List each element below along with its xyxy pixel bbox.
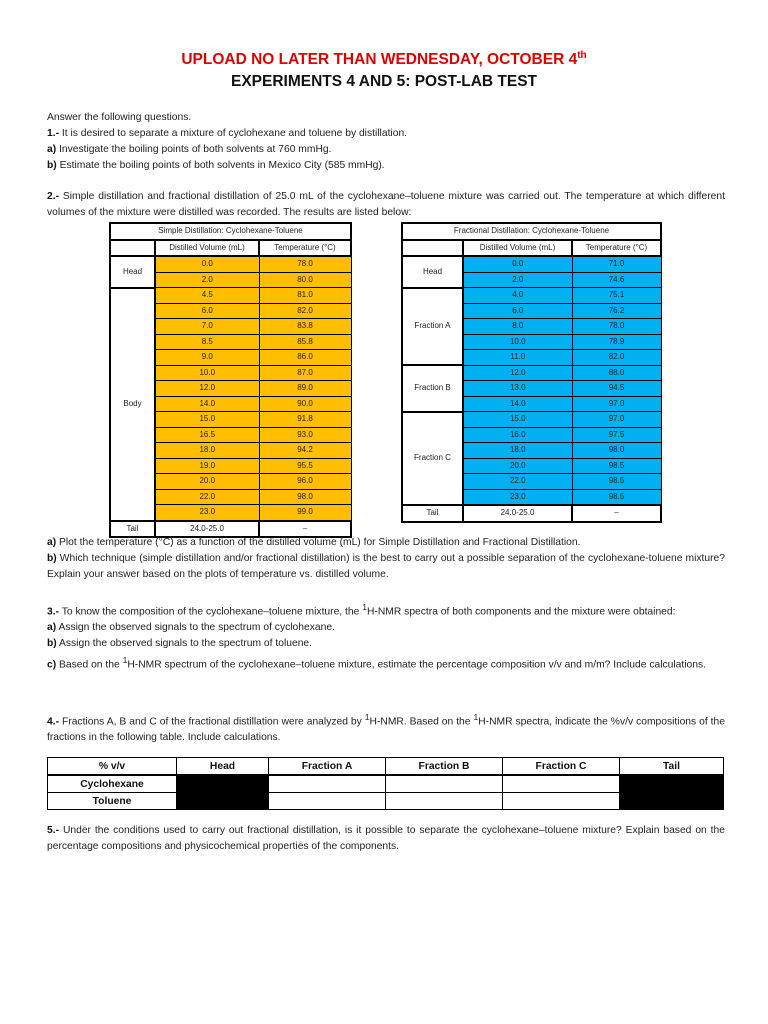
temperature-cell: 97.0 (572, 412, 661, 428)
temperature-cell: 95.5 (259, 458, 351, 474)
temperature-cell: 98.0 (572, 443, 661, 459)
temperature-cell: 99.0 (259, 505, 351, 521)
volume-cell: 2.0 (463, 272, 572, 288)
superscript: 1 (122, 655, 128, 666)
temperature-cell: 71.0 (572, 256, 661, 272)
volume-cell: 24.0-25.0 (155, 521, 259, 538)
temperature-cell: 82.0 (259, 303, 351, 319)
volume-cell: 14.0 (155, 396, 259, 412)
temperature-cell: 76.2 (572, 303, 661, 319)
volume-cell: 18.0 (463, 443, 572, 459)
question-text: H-NMR. Based on the (369, 716, 474, 728)
item-text: Based on the (56, 659, 123, 671)
header-cell: Fraction B (386, 758, 503, 776)
table-title-row (110, 223, 351, 240)
row-label: Toluene (48, 793, 177, 810)
volume-cell: 20.0 (155, 474, 259, 490)
question-1b (47, 158, 725, 174)
header-cell: Head (177, 758, 269, 776)
question-text: It is desired to separate a mixture of cyclohexane and toluene by distillation. (59, 128, 408, 139)
temperature-cell: 78.0 (572, 319, 661, 335)
header-cell: % v/v (48, 758, 177, 776)
volume-cell: 6.0 (155, 303, 259, 319)
table-row (402, 288, 661, 304)
question-2a (47, 535, 725, 551)
temperature-cell: 74.6 (572, 272, 661, 288)
page-title: EXPERIMENTS 4 AND 5: POST-LAB TEST (230, 73, 538, 90)
temperature-cell: 89.0 (259, 381, 351, 397)
question-number: 2.- (47, 191, 60, 202)
question-2-items (47, 535, 725, 583)
answer-cell[interactable] (503, 793, 620, 810)
table-row (402, 412, 661, 428)
question-text: Simple distillation and fractional distillation of 25.0 mL of the cyclohexane–toluene mixture was carried out. The temperature at which different volumes of the mixture were distilled was recorded. The results are listed below: (47, 191, 725, 218)
temperature-cell: 78.0 (259, 256, 351, 272)
item-label: b) (47, 553, 57, 564)
volume-cell: 15.0 (155, 412, 259, 428)
table-row (402, 256, 661, 272)
blocked-cell (620, 775, 724, 810)
item-text: H-NMR spectrum of the cyclohexane–toluene mixture, estimate the percentage composition v/v and m/m? Include calculations. (127, 659, 706, 671)
question-text: H-NMR spectra, indicate the %v/v compositions of the fractions in the following table. Include calculations. (47, 716, 725, 744)
volume-cell: 4.0 (463, 288, 572, 304)
group-label: Fraction B (402, 365, 463, 412)
superscript: 1 (362, 602, 367, 612)
column-header-volume: Distilled Volume (mL) (155, 240, 259, 257)
item-text: Which technique (simple distillation and/or fractional distillation) is the best to carry out a possible separation of the cyclohexane-toluene mixture? Explain your answer based on the plots of temperature vs. distilled volume. (47, 553, 725, 580)
answer-cell[interactable] (386, 775, 503, 793)
item-label: a) (47, 537, 57, 548)
question-number: 4.- (47, 716, 60, 728)
column-header-temperature: Temperature (°C) (572, 240, 661, 257)
header-cell: Fraction A (269, 758, 386, 776)
temperature-cell: 94.5 (572, 381, 661, 397)
item-text: Assign the observed signals to the spectrum of toluene. (56, 638, 313, 650)
tail-row (402, 505, 661, 522)
blocked-cell (177, 775, 269, 810)
question-3c (47, 652, 725, 673)
temperature-cell: 88.0 (572, 365, 661, 381)
temperature-cell: 81.0 (259, 288, 351, 304)
deadline-text: UPLOAD NO LATER THAN WEDNESDAY, OCTOBER 4 (181, 51, 578, 69)
question-3a (47, 620, 725, 636)
group-label: Tail (402, 505, 463, 522)
volume-cell: 10.0 (155, 365, 259, 381)
item-text: Plot the temperature (°C) as a function of the distilled volume (mL) for Simple Distillation and Fractional Distillation. (56, 537, 581, 548)
volume-cell: 2.0 (155, 272, 259, 288)
item-label: a) (47, 144, 57, 155)
temperature-cell: 75.1 (572, 288, 661, 304)
column-header-temperature: Temperature (°C) (259, 240, 351, 257)
volume-cell: 13.0 (463, 381, 572, 397)
volume-cell: 18.0 (155, 443, 259, 459)
item-text: Assign the observed signals to the spectrum of cyclohexane. (56, 622, 335, 634)
temperature-cell: – (259, 521, 351, 538)
question-1a (47, 142, 725, 158)
temperature-cell: – (572, 505, 661, 522)
header-cell: Tail (620, 758, 724, 776)
group-label: Tail (110, 521, 155, 538)
volume-cell: 4.5 (155, 288, 259, 304)
volume-cell: 6.0 (463, 303, 572, 319)
volume-cell: 0.0 (463, 256, 572, 272)
question-3b (47, 636, 725, 652)
volume-cell: 16.0 (463, 427, 572, 443)
volume-cell: 22.0 (155, 489, 259, 505)
volume-cell: 10.0 (463, 334, 572, 350)
table-row (110, 256, 351, 272)
corner-cell (402, 240, 463, 257)
temperature-cell: 78.9 (572, 334, 661, 350)
item-label: a) (47, 622, 57, 634)
question-1 (47, 126, 725, 142)
item-text: Investigate the boiling points of both solvents at 760 mmHg. (56, 144, 332, 155)
fractional-distillation-table (401, 222, 662, 523)
superscript: 1 (364, 712, 370, 722)
item-text: Estimate the boiling points of both solvents in Mexico City (585 mmHg). (56, 160, 385, 171)
question-text: H-NMR spectra of both components and the mixture were obtained: (367, 606, 676, 618)
header-cell: Fraction C (503, 758, 620, 776)
table-title-row (402, 223, 661, 240)
volume-cell: 23.0 (463, 489, 572, 505)
temperature-cell: 91.8 (259, 412, 351, 428)
group-label: Fraction A (402, 288, 463, 366)
item-label: b) (47, 160, 57, 171)
temperature-cell: 97.0 (572, 396, 661, 412)
volume-cell: 8.0 (463, 319, 572, 335)
temperature-cell: 93.0 (259, 427, 351, 443)
temperature-cell: 83.8 (259, 319, 351, 335)
table-title: Fractional Distillation: Cyclohexane-Toluene (402, 223, 661, 240)
temperature-cell: 98.5 (572, 458, 661, 474)
answer-cell[interactable] (269, 793, 386, 810)
group-label: Fraction C (402, 412, 463, 506)
table-row (402, 365, 661, 381)
temperature-cell: 97.5 (572, 427, 661, 443)
question-number: 3.- (47, 606, 60, 618)
volume-cell: 22.0 (463, 474, 572, 490)
deadline-banner (0, 50, 768, 69)
question-number: 1.- (47, 128, 60, 139)
temperature-cell: 98.5 (572, 489, 661, 505)
volume-cell: 19.0 (155, 458, 259, 474)
composition-row-cyclohexane (48, 775, 724, 793)
question-2b (47, 551, 725, 583)
temperature-cell: 86.0 (259, 350, 351, 366)
temperature-cell: 98.0 (259, 489, 351, 505)
table-title: Simple Distillation: Cyclohexane-Toluene (110, 223, 351, 240)
temperature-cell: 94.2 (259, 443, 351, 459)
temperature-cell: 87.0 (259, 365, 351, 381)
temperature-cell: 82.0 (572, 350, 661, 366)
answer-cell[interactable] (269, 775, 386, 793)
volume-cell: 12.0 (155, 381, 259, 397)
intro-text: Answer the following questions. (47, 112, 192, 123)
question-3 (47, 599, 725, 620)
temperature-cell: 96.0 (259, 474, 351, 490)
volume-cell: 7.0 (155, 319, 259, 335)
answer-cell[interactable] (386, 793, 503, 810)
question-3-block (47, 599, 725, 674)
question-text: Under the conditions used to carry out fractional distillation, is it possible to separate the cyclohexane–toluene mixture? Explain based on the percentage compositions and physicochemical properties of the components. (47, 825, 725, 852)
row-label: Cyclohexane (48, 775, 177, 793)
temperature-cell: 98.5 (572, 474, 661, 490)
superscript: 1 (473, 712, 479, 722)
volume-cell: 23.0 (155, 505, 259, 521)
column-header-row (110, 240, 351, 257)
volume-cell: 8.5 (155, 334, 259, 350)
deadline-superscript: th (577, 50, 587, 61)
volume-cell: 12.0 (463, 365, 572, 381)
question-text: To know the composition of the cyclohexane–toluene mixture, the (59, 606, 363, 618)
column-header-volume: Distilled Volume (mL) (463, 240, 572, 257)
temperature-cell: 90.0 (259, 396, 351, 412)
composition-header-row (48, 758, 724, 776)
question-number: 5.- (47, 825, 60, 836)
group-label: Body (110, 288, 155, 521)
volume-cell: 20.0 (463, 458, 572, 474)
group-label: Head (110, 256, 155, 288)
item-label: b) (47, 638, 57, 650)
question-1-block (47, 110, 725, 174)
volume-cell: 15.0 (463, 412, 572, 428)
table-row (110, 288, 351, 304)
volume-cell: 16.5 (155, 427, 259, 443)
volume-cell: 9.0 (155, 350, 259, 366)
temperature-cell: 80.0 (259, 272, 351, 288)
volume-cell: 0.0 (155, 256, 259, 272)
volume-cell: 11.0 (463, 350, 572, 366)
volume-cell: 24.0-25.0 (463, 505, 572, 522)
answer-cell[interactable] (503, 775, 620, 793)
question-5 (47, 823, 725, 855)
group-label: Head (402, 256, 463, 288)
column-header-row (402, 240, 661, 257)
simple-distillation-table (109, 222, 352, 538)
temperature-cell: 85.8 (259, 334, 351, 350)
question-text: Fractions A, B and C of the fractional distillation were analyzed by (59, 716, 365, 728)
composition-table (47, 757, 724, 810)
question-4 (47, 709, 725, 746)
corner-cell (110, 240, 155, 257)
question-2 (47, 189, 725, 221)
item-label: c) (47, 659, 57, 671)
volume-cell: 14.0 (463, 396, 572, 412)
